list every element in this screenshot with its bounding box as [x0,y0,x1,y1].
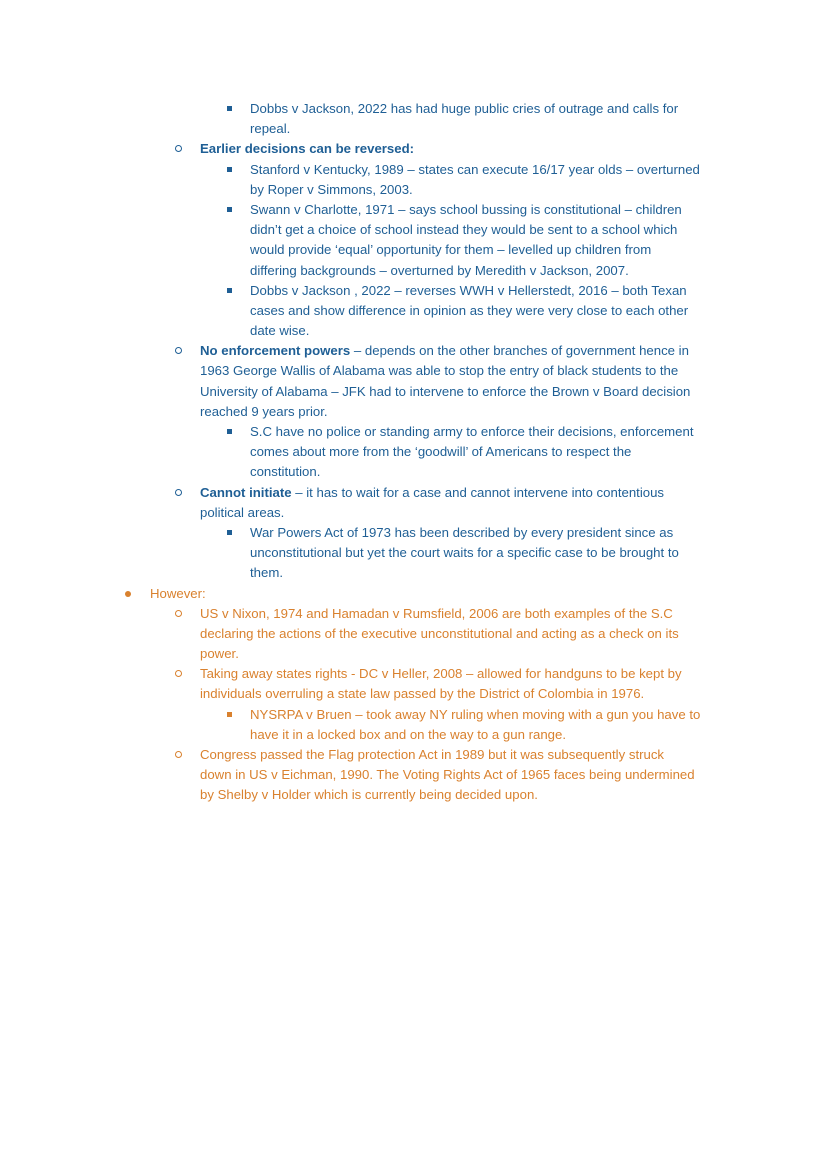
list-item-continuation: date wise. [250,323,310,339]
list-item: Dobbs v Jackson , 2022 – reverses WWH v Hellerstedt, 2016 – both Texan [0,281,828,301]
list-item-continuation: cases and show difference in opinion as they were very close to each other [250,302,689,318]
list-item-continuation: comes about more from the ‘goodwill’ of Americans to respect the [250,444,632,460]
list-item-continuation: repeal. [250,121,291,137]
circle-bullet-icon [175,751,182,758]
square-bullet-icon [227,106,232,111]
list-item: Stanford v Kentucky, 1989 – states can execute 16/17 year olds – overturned [0,160,828,180]
list-item: NYSRPA v Bruen – took away NY ruling when moving with a gun you have to [0,705,828,725]
list-item-continuation: down in US v Eichman, 1990. The Voting Rights Act of 1965 faces being undermined [200,767,695,783]
square-bullet-icon [227,429,232,434]
list-item-continuation: by Roper v Simmons, 2003. [250,181,413,197]
list-item: No enforcement powers – depends on the other branches of government hence in [0,341,828,361]
circle-bullet-icon [175,347,182,354]
list-item-continuation: University of Alabama – JFK had to intervene to enforce the Brown v Board decision [200,383,691,399]
list-item: Swann v Charlotte, 1971 – says school bussing is constitutional – children [0,200,828,220]
list-item-continuation: constitution. [250,464,321,480]
list-item-continuation: unconstitutional but yet the court waits for a specific case to be brought to [250,545,679,561]
square-bullet-icon [227,167,232,172]
list-item: US v Nixon, 1974 and Hamadan v Rumsfield, 2006 are both examples of the S.C [0,604,828,624]
bullet-dot-icon [125,591,131,597]
square-bullet-icon [227,207,232,212]
circle-bullet-icon [175,489,182,496]
list-item-continuation: power. [200,646,239,662]
list-item-continuation: political areas. [200,504,285,520]
square-bullet-icon [227,712,232,717]
square-bullet-icon [227,288,232,293]
list-item: However: [0,584,828,604]
list-item-continuation: reached 9 years prior. [200,403,328,419]
square-bullet-icon [227,530,232,535]
list-item-continuation: 1963 George Wallis of Alabama was able to stop the entry of black students to the [200,363,679,379]
list-item-continuation: individuals overruling a state law passed by the District of Colombia in 1976. [200,686,645,702]
list-item-continuation: them. [250,565,283,581]
list-item: Earlier decisions can be reversed: [0,139,828,159]
list-item-continuation: would provide ‘equal’ opportunity for them – levelled up children from [250,242,652,258]
list-item-continuation: differing backgrounds – overturned by Meredith v Jackson, 2007. [250,262,629,278]
list-item: Dobbs v Jackson, 2022 has had huge public cries of outrage and calls for [0,99,828,119]
document-page [0,99,828,806]
list-item: Taking away states rights - DC v Heller, 2008 – allowed for handguns to be kept by [0,664,828,684]
circle-bullet-icon [175,145,182,152]
list-item-continuation: didn’t get a choice of school instead they would be sent to a school which [250,222,678,238]
list-item-continuation: by Shelby v Holder which is currently being decided upon. [200,787,538,803]
list-item-continuation: declaring the actions of the executive unconstitutional and acting as a check on its [200,625,679,641]
list-item: Cannot initiate – it has to wait for a case and cannot intervene into contentious [0,483,828,503]
list-item: Congress passed the Flag protection Act in 1989 but it was subsequently struck [0,745,828,765]
list-item-continuation: have it in a locked box and on the way to a gun range. [250,726,566,742]
list-item: S.C have no police or standing army to enforce their decisions, enforcement [0,422,828,442]
list-item: War Powers Act of 1973 has been described by every president since as [0,523,828,543]
circle-bullet-icon [175,670,182,677]
circle-bullet-icon [175,610,182,617]
